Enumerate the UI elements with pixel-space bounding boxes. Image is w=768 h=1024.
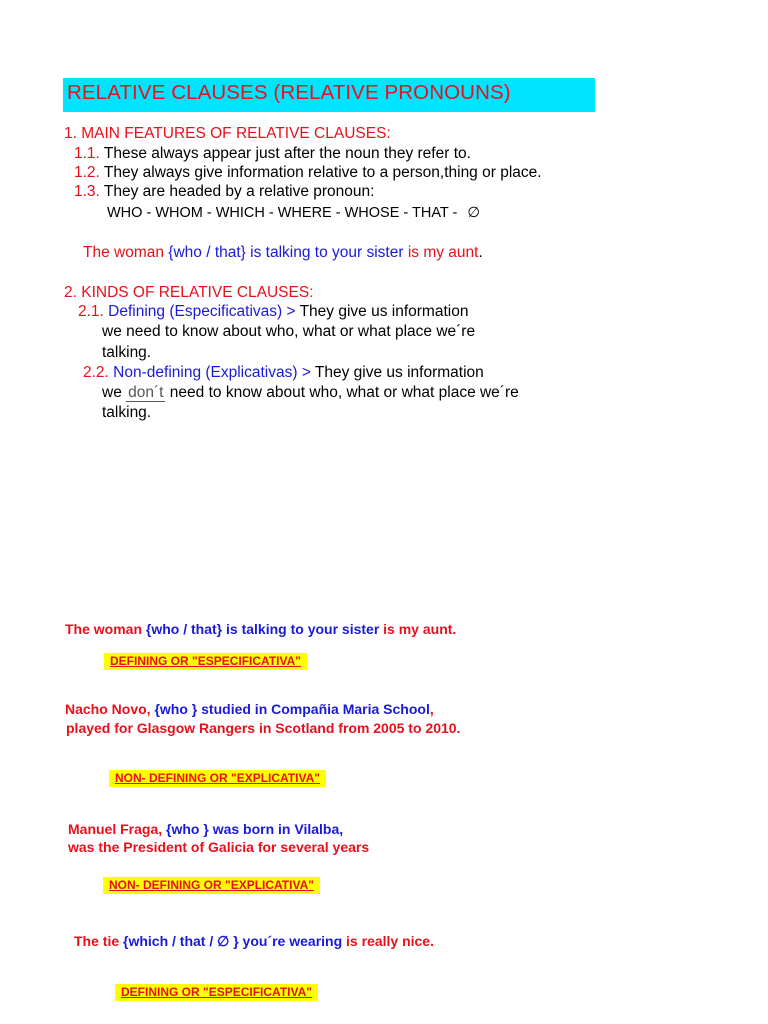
feature-text: They always give information relative to a person,thing or place. (103, 164, 542, 181)
kind-text: need to know about who, what or what place we´re (169, 384, 519, 401)
section1-heading: 1. MAIN FEATURES OF RELATIVE CLAUSES: (64, 125, 391, 142)
example-subject: Manuel Fraga, (68, 821, 163, 837)
example-1-tag: DEFINING OR "ESPECIFICATIVA" (104, 653, 307, 670)
example-2-line1 (65, 700, 434, 719)
feature-1-1 (74, 144, 471, 164)
feature-text: These always appear just after the noun they refer to. (103, 145, 471, 162)
nondefining-line3: talking. (102, 404, 152, 421)
example-4-tag: DEFINING OR "ESPECIFICATIVA" (115, 984, 318, 1001)
kind-text: They give us information (314, 364, 484, 381)
example-period: . (478, 244, 483, 261)
example-3-tag: NON- DEFINING OR "EXPLICATIVA" (103, 877, 320, 894)
example-clause: {which / that / ∅ } you´re wearing (123, 933, 343, 949)
example-predicate: is really nice. (346, 933, 434, 949)
example-sentence-top (83, 243, 483, 263)
example-clause: {who / that} is talking to your sister (168, 244, 404, 261)
defining-line1 (78, 302, 468, 322)
kind-text: They give us information (299, 303, 469, 320)
example-3-line2: was the President of Galicia for several years (68, 839, 370, 855)
kind-label: Non-defining (Explicativas) > (113, 364, 311, 381)
feature-text: They are headed by a relative pronoun: (103, 183, 375, 200)
nondefining-line2 (102, 383, 519, 403)
example-comma: , (429, 701, 434, 717)
kind-number: 2.2. (83, 364, 109, 381)
example-clause-rest: studied in Compañia Maria School (201, 701, 430, 717)
example-predicate: is my aunt. (383, 621, 457, 637)
example-4 (74, 932, 434, 951)
feature-1-2 (74, 163, 542, 183)
section2-heading: 2. KINDS OF RELATIVE CLAUSES: (64, 284, 314, 301)
pronouns: WHO - WHOM - WHICH - WHERE - WHOSE - THAT - (107, 205, 458, 221)
example-predicate: is my aunt (407, 244, 479, 261)
example-clause: {who } (154, 701, 198, 717)
dont-highlight: don´t (128, 384, 164, 401)
example-clause: {who / that} is talking to your sister (145, 621, 380, 637)
example-2-tag: NON- DEFINING OR "EXPLICATIVA" (109, 770, 326, 787)
feature-number: 1.1. (74, 145, 100, 162)
nondefining-line1 (83, 363, 484, 383)
page-title: RELATIVE CLAUSES (RELATIVE PRONOUNS) (67, 81, 511, 104)
defining-line3: talking. (102, 344, 152, 361)
example-2-line2: played for Glasgow Rangers in Scotland from 2005 to 2010. (66, 720, 461, 736)
example-1 (65, 620, 456, 639)
defining-line2: we need to know about who, what or what place we´re (102, 323, 476, 340)
pronoun-list (107, 203, 480, 223)
example-subject: The tie (74, 933, 120, 949)
example-subject: The woman (65, 621, 143, 637)
kind-number: 2.1. (78, 303, 104, 320)
example-clause: {who } was born in Vilalba, (166, 821, 344, 837)
example-subject: The woman (83, 244, 164, 261)
example-3-line1 (68, 820, 343, 839)
example-subject: Nacho Novo, (65, 701, 151, 717)
feature-number: 1.2. (74, 164, 100, 181)
kind-text: we (102, 384, 122, 401)
kind-label: Defining (Especificativas) > (108, 303, 296, 320)
empty-set-icon: ∅ (467, 205, 481, 221)
feature-1-3 (74, 182, 374, 202)
feature-number: 1.3. (74, 183, 100, 200)
